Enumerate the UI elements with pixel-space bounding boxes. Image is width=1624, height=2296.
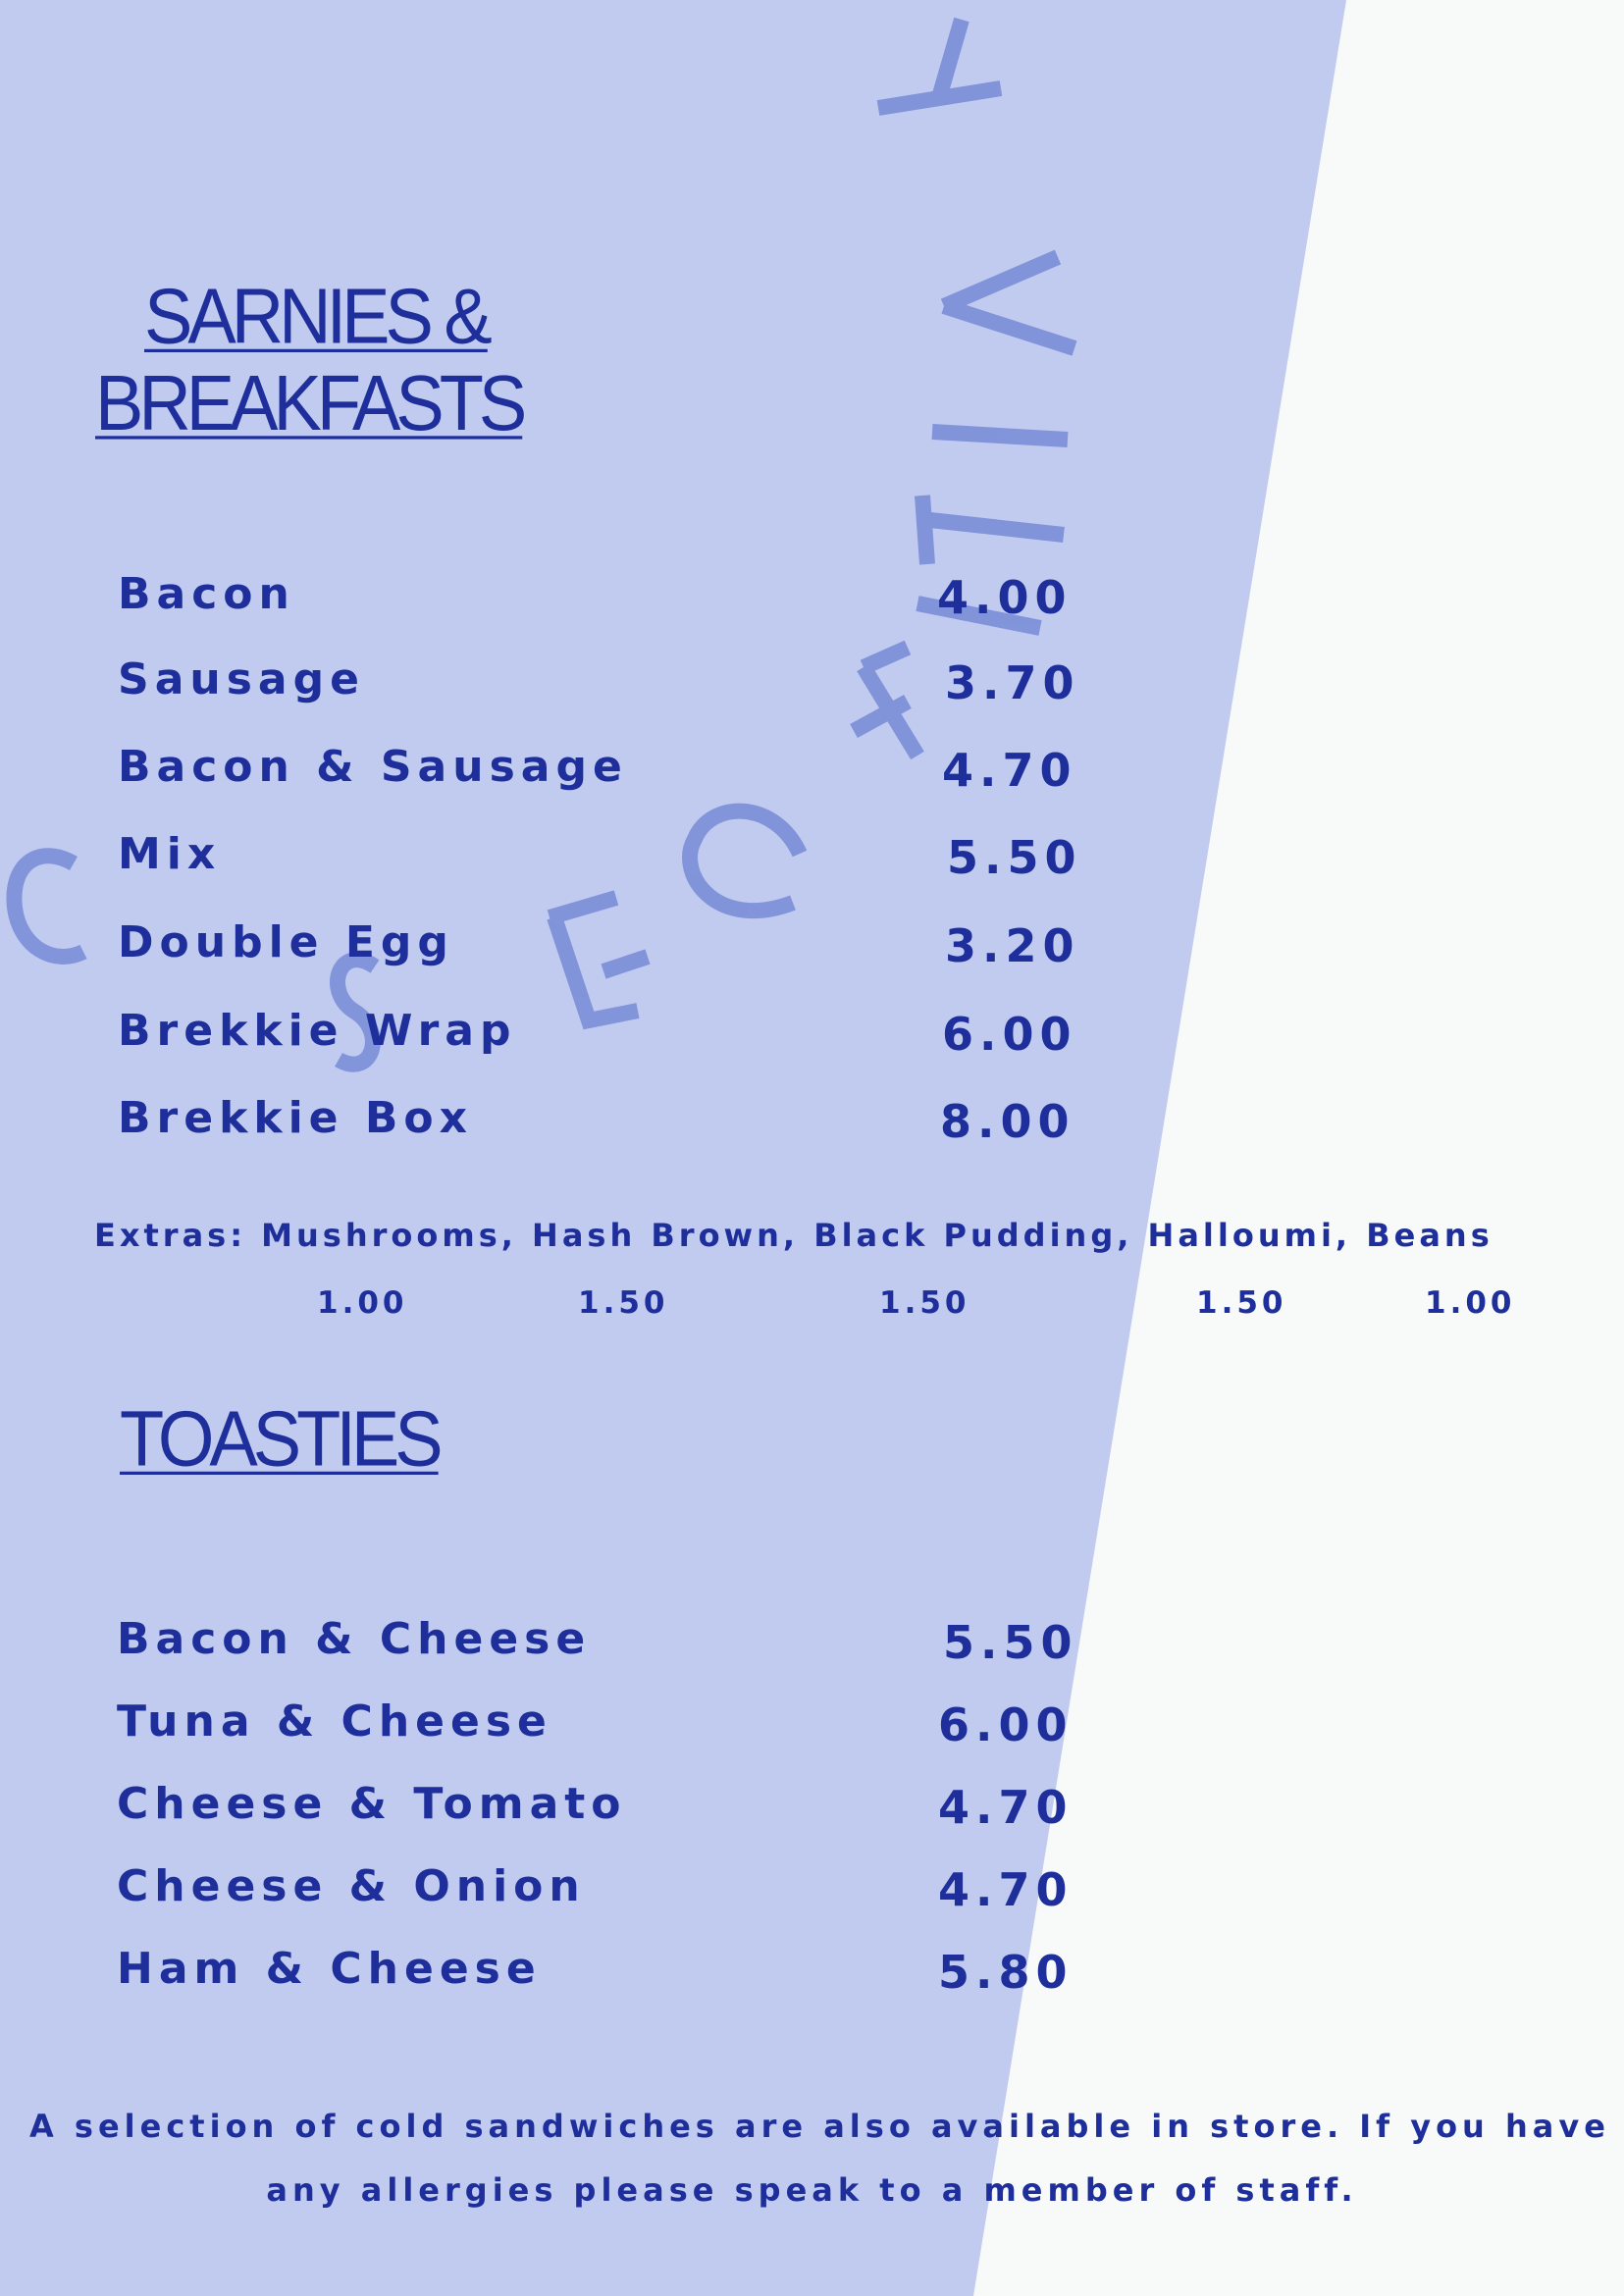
footer-note-line1: A selection of cold sandwiches are also available in store. If you have: [29, 2108, 1610, 2145]
item-name: Cheese & Tomato: [117, 1779, 627, 1829]
item-name: Bacon: [118, 569, 295, 619]
extra-price-beans: 1.00: [1425, 1285, 1516, 1321]
item-price: 4.70: [942, 744, 1077, 797]
item-name: Mix: [118, 829, 222, 879]
item-price: 4.70: [938, 1781, 1074, 1834]
item-price: 4.00: [937, 571, 1073, 624]
item-name: Bacon & Sausage: [118, 742, 628, 792]
item-price: 6.00: [938, 1698, 1074, 1751]
item-name: Brekkie Wrap: [118, 1006, 517, 1056]
item-name: Brekkie Box: [118, 1093, 473, 1143]
sarnies-heading-line2: BREAKFASTS: [95, 358, 523, 447]
sarnies-heading: [95, 273, 522, 446]
item-price: 4.70: [938, 1863, 1074, 1916]
item-price: 3.20: [945, 919, 1080, 972]
extra-price-halloumi: 1.50: [1196, 1285, 1287, 1321]
extra-price-mushrooms: 1.00: [317, 1285, 408, 1321]
extra-price-hash-brown: 1.50: [578, 1285, 669, 1321]
item-name: Double Egg: [118, 917, 454, 967]
item-name: Tuna & Cheese: [117, 1696, 552, 1747]
item-price: 3.70: [945, 656, 1080, 709]
item-price: 5.50: [943, 1616, 1078, 1669]
item-price: 8.00: [940, 1095, 1075, 1148]
footer-note-line2: any allergies please speak to a member of staff.: [266, 2171, 1358, 2209]
sarnies-heading-line1: SARNIES &: [144, 271, 488, 360]
item-price: 5.50: [947, 831, 1082, 884]
item-name: Sausage: [118, 654, 365, 704]
item-price: 5.80: [938, 1946, 1074, 1999]
toasties-heading-text: TOASTIES: [120, 1393, 439, 1483]
item-price: 6.00: [942, 1008, 1077, 1061]
extra-price-black-pudding: 1.50: [879, 1285, 970, 1321]
extras-list: Extras: Mushrooms, Hash Brown, Black Pudding, Halloumi, Beans: [94, 1217, 1493, 1254]
toasties-heading: [120, 1395, 439, 1483]
item-name: Cheese & Onion: [117, 1861, 586, 1911]
item-name: Ham & Cheese: [117, 1944, 542, 1994]
item-name: Bacon & Cheese: [117, 1614, 592, 1664]
